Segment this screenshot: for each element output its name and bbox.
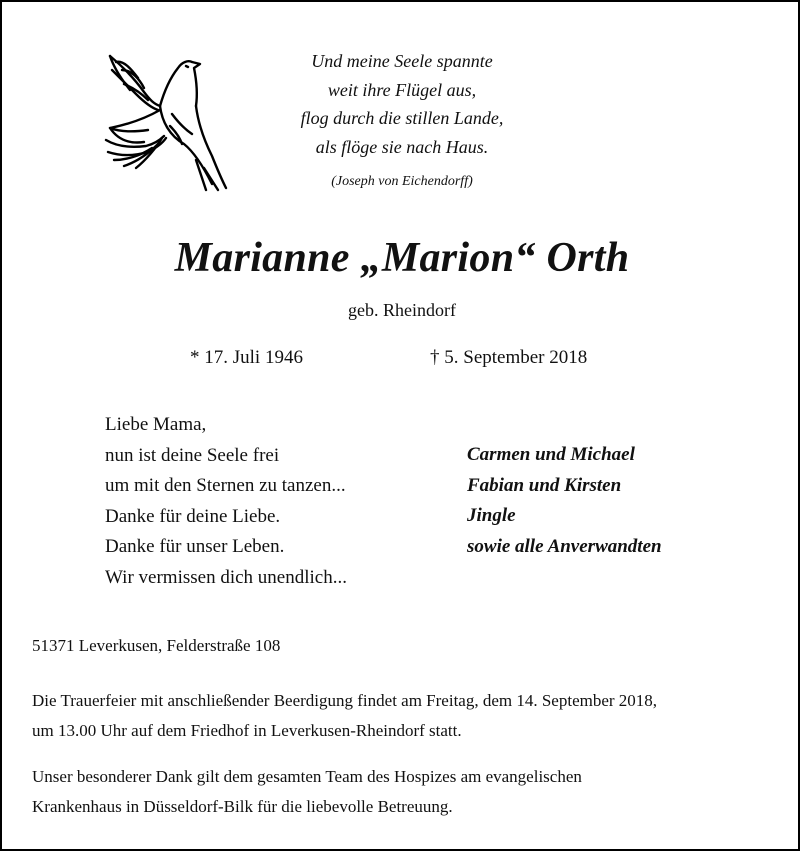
deceased-name: Marianne „Marion“ Orth bbox=[174, 235, 630, 281]
verse-line: Danke für deine Liebe. bbox=[105, 505, 281, 527]
verse-line: Liebe Mama, bbox=[105, 414, 207, 435]
mourners-list bbox=[467, 440, 662, 562]
verse-line: Danke für unser Leben. bbox=[105, 536, 285, 557]
address: 51371 Leverkusen, Felderstraße 108 bbox=[32, 636, 281, 655]
birth-date: * 17. Juli 1946 bbox=[190, 347, 303, 368]
verse-line: nun ist deine Seele frei bbox=[105, 444, 280, 466]
verse-line: um mit den Sternen zu tanzen... bbox=[105, 475, 346, 496]
poem bbox=[252, 47, 552, 161]
poem-author: (Joseph von Eichendorff) bbox=[331, 174, 473, 189]
funeral-info bbox=[32, 686, 772, 746]
poem-line: Und meine Seele spannte bbox=[311, 51, 493, 71]
funeral-line: Die Trauerfeier mit anschließender Beerdigung findet am Freitag, dem 14. September 2018, bbox=[32, 691, 658, 710]
mourner-name: Jingle bbox=[467, 505, 516, 526]
poem-line: weit ihre Flügel aus, bbox=[327, 79, 477, 100]
thanks-line: Unser besonderer Dank gilt dem gesamten Team des Hospizes am evangelischen bbox=[32, 767, 582, 786]
farewell-verse bbox=[105, 410, 347, 593]
verse-line: Wir vermissen dich unendlich... bbox=[105, 566, 347, 588]
mourner-name: sowie alle Anverwandten bbox=[467, 535, 662, 557]
mourner-name: Fabian und Kirsten bbox=[467, 474, 622, 496]
dove-icon bbox=[100, 48, 232, 194]
mourner-name: Carmen und Michael bbox=[467, 444, 635, 465]
poem-line: als flöge sie nach Haus. bbox=[315, 136, 489, 157]
death-date: † 5. September 2018 bbox=[430, 347, 588, 368]
maiden-name: geb. Rheindorf bbox=[348, 300, 456, 320]
funeral-line: um 13.00 Uhr auf dem Friedhof in Leverkusen-Rheindorf statt. bbox=[32, 721, 462, 740]
thanks-line: Krankenhaus in Düsseldorf-Bilk für die liebevolle Betreuung. bbox=[32, 797, 453, 816]
thanks-note bbox=[32, 762, 772, 822]
poem-line: flog durch die stillen Lande, bbox=[300, 108, 504, 128]
